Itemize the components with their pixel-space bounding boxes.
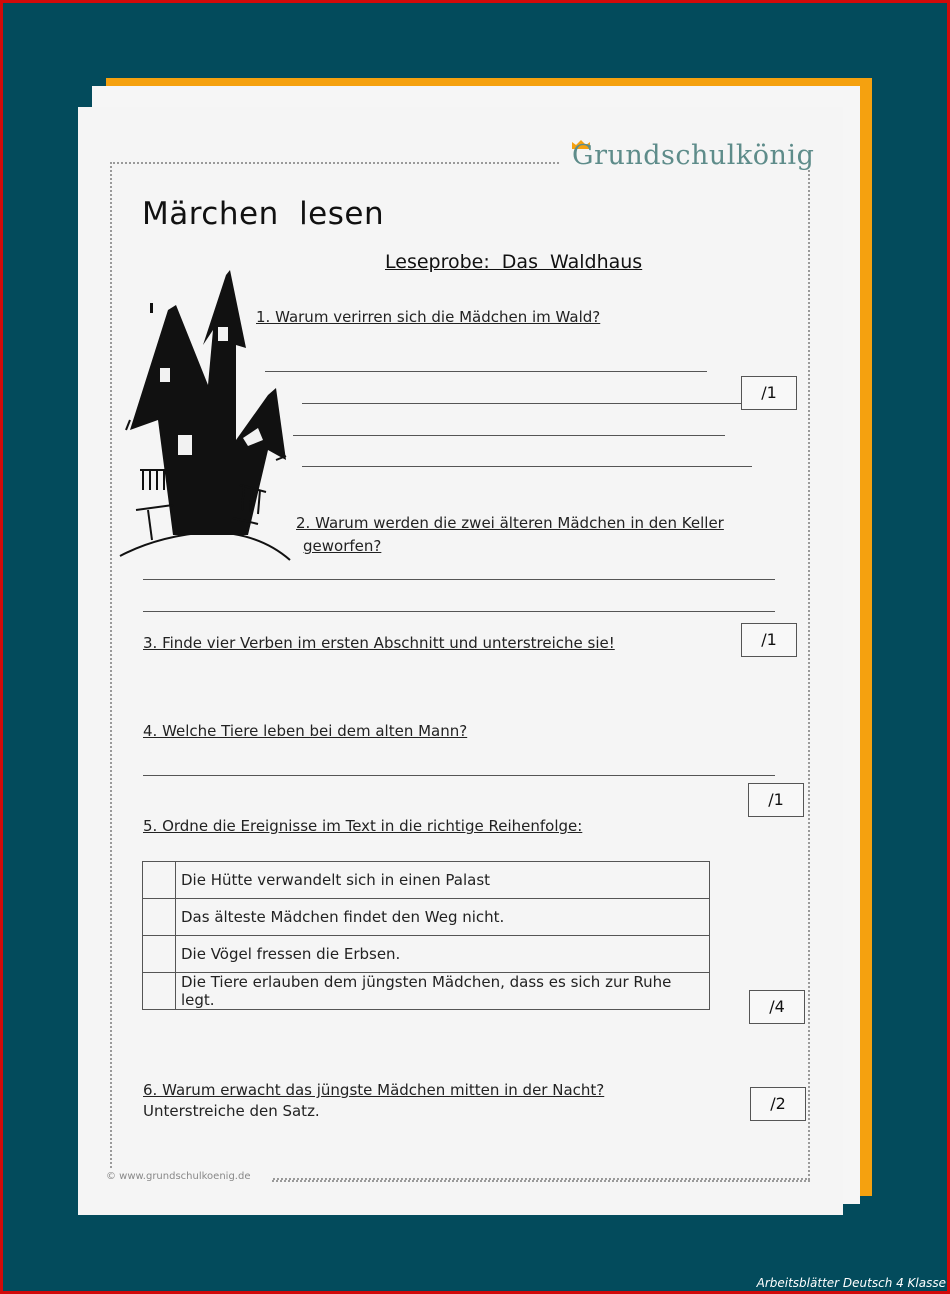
- footer-dotted-line: [272, 1180, 810, 1182]
- answer-line[interactable]: [265, 371, 707, 372]
- table-row: [143, 899, 710, 936]
- table-row: [143, 936, 710, 973]
- question-6-instruction: Unterstreiche den Satz.: [143, 1102, 320, 1120]
- brand-logo: Grundschulkönig: [572, 140, 815, 171]
- order-input[interactable]: [143, 973, 176, 1010]
- question-5: 5. Ordne die Ereignisse im Text in die richtige Reihenfolge:: [143, 817, 583, 835]
- event-text: Die Tiere erlauben dem jüngsten Mädchen, dass es sich zur Ruhe legt.: [176, 973, 710, 1010]
- score-box-3[interactable]: /1: [741, 623, 797, 657]
- event-text: Die Vögel fressen die Erbsen.: [176, 936, 710, 973]
- answer-line[interactable]: [143, 611, 775, 612]
- score-box-6[interactable]: /2: [750, 1087, 806, 1121]
- question-6: 6. Warum erwacht das jüngste Mädchen mitten in der Nacht?: [143, 1081, 605, 1099]
- question-3: 3. Finde vier Verben im ersten Abschnitt und unterstreiche sie!: [143, 634, 615, 652]
- answer-line[interactable]: [302, 466, 752, 467]
- question-4: 4. Welche Tiere leben bei dem alten Mann?: [143, 722, 468, 740]
- watermark-caption: Arbeitsblätter Deutsch 4 Klasse: [756, 1276, 946, 1290]
- score-box-5[interactable]: /4: [749, 990, 805, 1024]
- answer-line[interactable]: [143, 579, 775, 580]
- answer-line[interactable]: [143, 775, 775, 776]
- answer-line[interactable]: [293, 435, 725, 436]
- footer-copyright: © www.grundschulkoenig.de: [106, 1171, 251, 1182]
- subtitle: Leseprobe: Das Waldhaus: [385, 251, 643, 273]
- order-input[interactable]: [143, 862, 176, 899]
- event-text: Die Hütte verwandelt sich in einen Palast: [176, 862, 710, 899]
- event-text: Das älteste Mädchen findet den Weg nicht.: [176, 899, 710, 936]
- table-row: [143, 862, 710, 899]
- order-input[interactable]: [143, 899, 176, 936]
- page-title: Märchen lesen: [142, 196, 385, 232]
- answer-line[interactable]: [302, 403, 742, 404]
- question-2: 2. Warum werden die zwei älteren Mädchen in den Keller: [296, 514, 724, 532]
- score-box-1[interactable]: /1: [741, 376, 797, 410]
- question-1: 1. Warum verirren sich die Mädchen im Wald?: [256, 308, 601, 326]
- question-2-continued: geworfen?: [303, 537, 382, 555]
- events-order-table: [142, 861, 710, 1010]
- score-box-4[interactable]: /1: [748, 783, 804, 817]
- order-input[interactable]: [143, 936, 176, 973]
- table-row: [143, 973, 710, 1010]
